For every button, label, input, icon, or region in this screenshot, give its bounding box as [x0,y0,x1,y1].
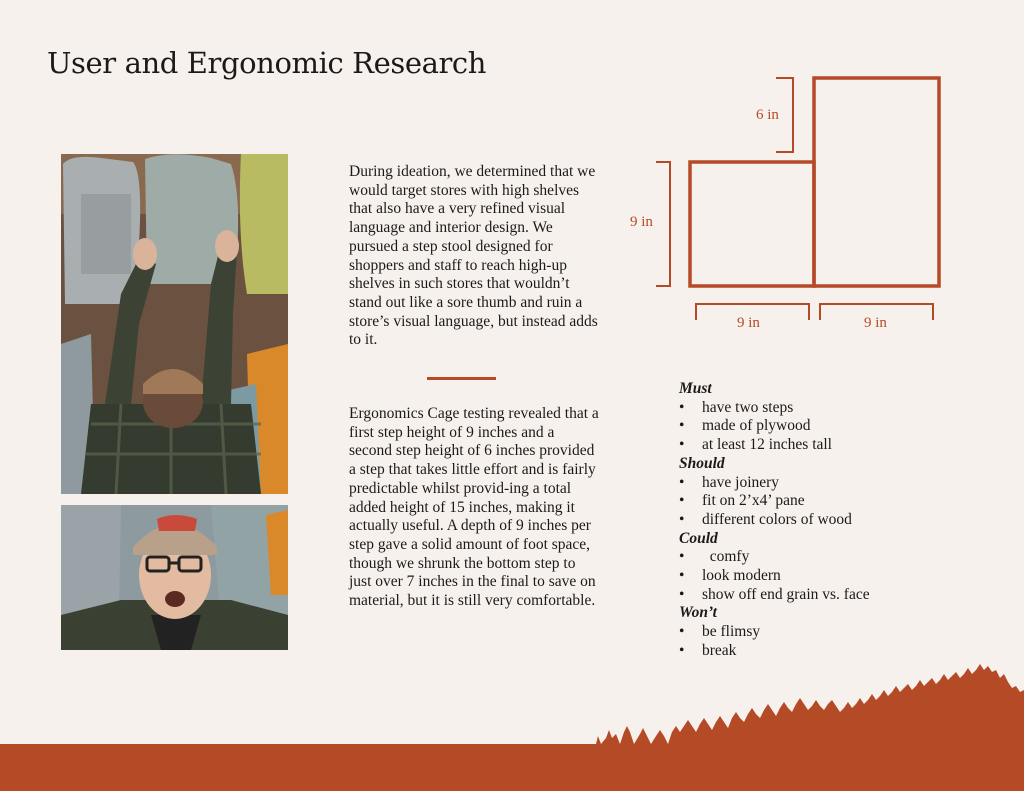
list-item-text: look modern [702,567,781,585]
lower-step-height-label: 9 in [630,214,653,230]
list-item-text: have joinery [702,473,780,491]
moscow-requirements [679,380,979,661]
bullet: • [679,473,685,491]
should-heading: Should [679,454,725,472]
bullet: • [679,641,685,659]
bullet: • [679,623,685,641]
could-list [679,548,979,604]
list-item-text: comfy [702,548,750,566]
page-title: User and Ergonomic Research [47,46,487,80]
lower-step-outline [690,162,814,286]
should-list [679,474,979,530]
upper-step-depth-label: 9 in [864,315,887,331]
list-item [679,399,979,418]
list-item [679,474,979,493]
list-item-text: made of plywood [702,417,811,435]
footer-band [0,744,1024,791]
list-item-text: have two steps [702,398,794,416]
list-item-text: fit on 2’x4’ pane [702,492,805,510]
forest-footer-band [0,660,1024,791]
list-item-text: at least 12 inches tall [702,436,832,454]
list-item [679,492,979,511]
bullet: • [679,548,685,566]
bullet: • [679,510,685,528]
wont-list [679,623,979,660]
list-item [679,586,979,605]
bullet: • [679,492,685,510]
bullet: • [679,585,685,603]
must-list [679,399,979,455]
lower-height-bracket [656,162,670,286]
upper-step-height-label: 6 in [756,107,779,123]
step-stool-dimension-diagram [620,70,950,340]
list-item-text: show off end grain vs. face [702,585,870,603]
bullet: • [679,436,685,454]
upper-step-outline [814,78,939,286]
section-divider [427,377,496,380]
list-item [679,511,979,530]
list-item [679,417,979,436]
ideation-paragraph: During ideation, we determined that we would target stores with high shelves that also have a very refined visual language and interior design. We pursued a step stool designed for shoppers and staff to reach high-up shelves in such stores that wouldn’t stand out like a sore thumb and ruin a store’s visual language, but instead adds to it. [349,163,598,349]
list-item-text: be flimsy [702,623,761,641]
could-heading: Could [679,529,718,547]
must-heading: Must [679,380,712,397]
ergonomics-paragraph: Ergonomics Cage testing revealed that a first step height of 9 inches and a second step height of 6 inches provided a step that takes little effort and is fairly predictable whilst provid-ing a total added height of 15 inches, making it actually useful. A depth of 9 inches per step gave a solid amount of foot space, though we shrunk the bottom step to just over 7 inches in the final to save on material, but it is still very comfortable. [349,405,599,610]
list-item-text: different colors of wood [702,510,852,528]
photo-surprised-face [61,505,288,650]
lower-step-depth-label: 9 in [737,315,760,331]
bullet: • [679,417,685,435]
list-item [679,436,979,455]
bullet: • [679,398,685,416]
list-item [679,567,979,586]
list-item [679,642,979,661]
bullet: • [679,567,685,585]
list-item [679,623,979,642]
list-item [679,548,979,567]
list-item-text: break [702,641,737,659]
wont-heading: Won’t [679,604,717,622]
photo-reaching-for-backpacks [61,154,288,494]
treeline-silhouette [596,664,1024,744]
